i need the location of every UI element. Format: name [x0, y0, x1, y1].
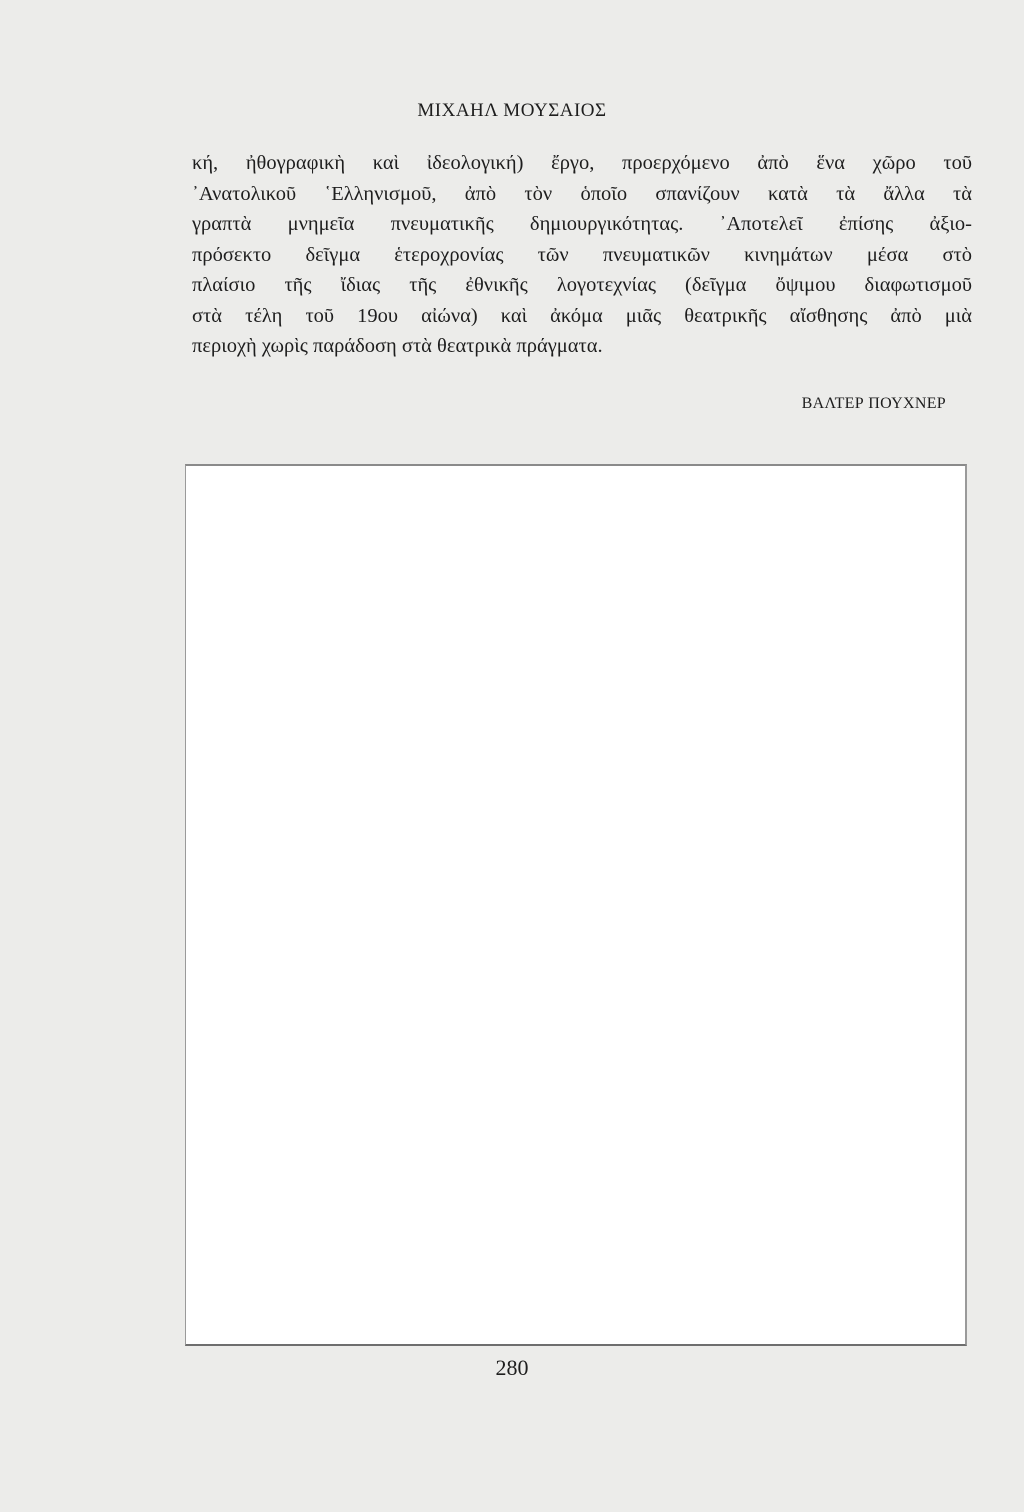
paragraph-line: κή, ἠθογραφικὴ καὶ ἰδεολογική) ἔργο, προερχόμενο ἀπὸ ἕνα χῶρο τοῦ: [192, 152, 972, 174]
paragraph-line: περιοχὴ χωρὶς παράδοση στὰ θεατρικὰ πράγματα.: [192, 335, 603, 357]
paragraph-line: γραπτὰ μνημεῖα πνευματικῆς δημιουργικότητας. ᾿Αποτελεῖ ἐπίσης ἀξιο-: [192, 213, 972, 235]
body-paragraph: [192, 148, 972, 362]
blank-figure-plate: [185, 464, 967, 1346]
paragraph-line: πλαίσιο τῆς ἴδιας τῆς ἐθνικῆς λογοτεχνίας (δεῖγμα ὄψιμου διαφωτισμοῦ: [192, 274, 972, 296]
paragraph-line: πρόσεκτο δεῖγμα ἑτεροχρονίας τῶν πνευματικῶν κινημάτων μέσα στὸ: [192, 243, 972, 266]
page-number: 280: [495, 1355, 529, 1380]
running-head: ΜΙΧΑΗΛ ΜΟΥΣΑΙΟΣ: [417, 100, 607, 121]
paragraph-line: ᾿Ανατολικοῦ ῾Ελληνισμοῦ, ἀπὸ τὸν ὁποῖο σπανίζουν κατὰ τὰ ἄλλα τὰ: [192, 182, 972, 205]
author-signature: ΒΑΛΤΕΡ ΠΟΥΧΝΕΡ: [801, 395, 946, 412]
paragraph-line: στὰ τέλη τοῦ 19ου αἰώνα) καὶ ἀκόμα μιᾶς θεατρικῆς αἴσθησης ἀπὸ μιὰ: [192, 304, 972, 327]
